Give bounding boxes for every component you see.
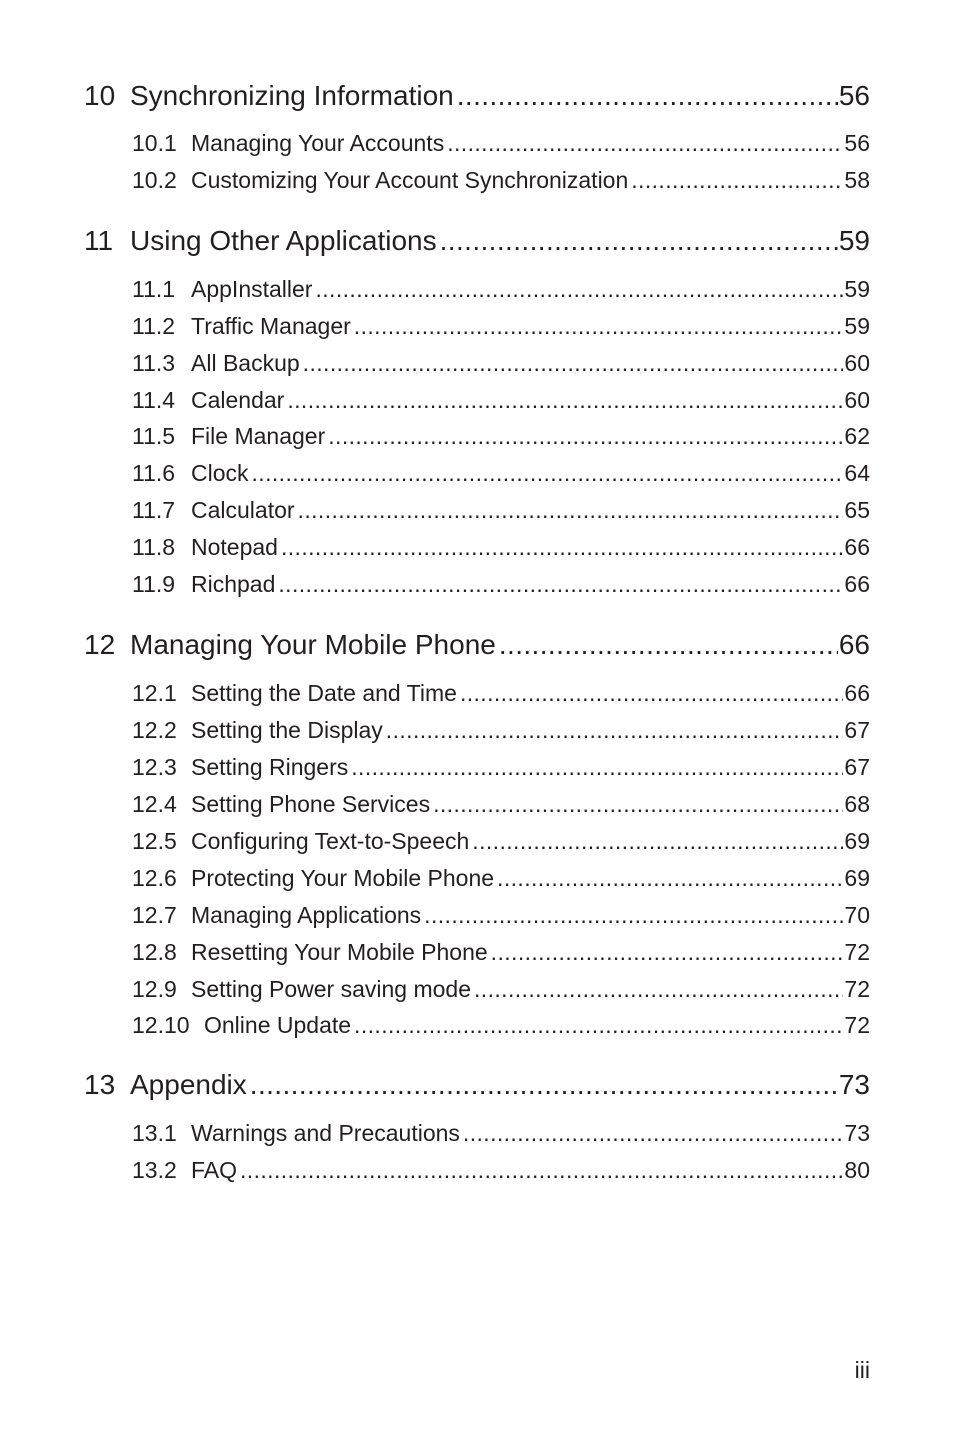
- toc-section-12-10[interactable]: [132, 1009, 870, 1041]
- dot-leader: [281, 531, 843, 563]
- toc-title: Managing Your Accounts: [191, 130, 445, 156]
- toc-number: 11.9: [132, 571, 176, 597]
- toc-page-number: 67: [844, 754, 870, 780]
- toc-title: Managing Your Mobile Phone: [130, 629, 496, 660]
- dot-leader: [499, 625, 838, 665]
- toc-page-number: 66: [844, 534, 870, 560]
- toc-section-11-8[interactable]: [132, 531, 870, 563]
- toc-page-number: 59: [844, 313, 870, 339]
- dot-leader: [433, 788, 843, 820]
- toc-page-number: 69: [844, 865, 870, 891]
- toc-page-number: 66: [838, 629, 870, 660]
- toc-title: Setting Power saving mode: [191, 976, 471, 1002]
- toc-number: 12.4: [132, 791, 177, 817]
- toc-number: 11.1: [132, 276, 176, 302]
- toc-title: All Backup: [191, 350, 300, 376]
- toc-page-number: 62: [844, 423, 870, 449]
- toc-section-12-6[interactable]: [132, 862, 870, 894]
- toc-page-number: 69: [844, 828, 870, 854]
- toc-section-11-5[interactable]: [132, 420, 870, 452]
- toc-title: Setting Ringers: [191, 754, 349, 780]
- toc-number: 11.4: [132, 387, 176, 413]
- toc-page-number: 66: [844, 571, 870, 597]
- toc-section-12-7[interactable]: [132, 899, 870, 931]
- toc-title: Setting the Date and Time: [191, 680, 457, 706]
- dot-leader: [252, 457, 844, 489]
- toc-number: 10: [84, 80, 116, 111]
- dot-leader: [386, 714, 844, 746]
- toc-section-11-4[interactable]: [132, 384, 870, 416]
- toc-title: Calculator: [191, 497, 295, 523]
- dot-leader: [460, 677, 843, 709]
- toc-title: Resetting Your Mobile Phone: [191, 939, 488, 965]
- toc-section-11-1[interactable]: [132, 273, 870, 305]
- dot-leader: [354, 310, 844, 342]
- dot-leader: [491, 936, 844, 968]
- toc-section-11-2[interactable]: [132, 310, 870, 342]
- toc-page-number: 59: [838, 225, 870, 256]
- toc-section-11-6[interactable]: [132, 457, 870, 489]
- toc-section-12-9[interactable]: [132, 973, 870, 1005]
- toc-number: 12.8: [132, 939, 177, 965]
- toc-page-number: 56: [844, 130, 870, 156]
- dot-leader: [472, 825, 843, 857]
- toc-section-12-3[interactable]: [132, 751, 870, 783]
- toc-number: 11.5: [132, 423, 176, 449]
- toc-title: FAQ: [191, 1157, 238, 1183]
- toc-chapter-11[interactable]: [84, 221, 870, 261]
- toc-section-11-7[interactable]: [132, 494, 870, 526]
- toc-number: 12.1: [132, 680, 177, 706]
- toc-title: Using Other Applications: [130, 225, 437, 256]
- dot-leader: [424, 899, 843, 931]
- toc-number: 12.7: [132, 902, 177, 928]
- dot-leader: [328, 420, 843, 452]
- toc-title: Appendix: [130, 1069, 247, 1100]
- dot-leader: [315, 273, 843, 305]
- toc-number: 12: [84, 629, 116, 660]
- toc-number: 13.1: [132, 1120, 177, 1146]
- toc-number: 11.2: [132, 313, 176, 339]
- toc-title: Clock: [191, 460, 249, 486]
- dot-leader: [440, 221, 838, 261]
- toc-section-12-4[interactable]: [132, 788, 870, 820]
- toc-page-number: 60: [844, 387, 870, 413]
- toc-page-number: 66: [844, 680, 870, 706]
- toc-title: Synchronizing Information: [130, 80, 454, 111]
- toc-number: 12.10: [132, 1012, 190, 1038]
- toc-section-12-1[interactable]: [132, 677, 870, 709]
- toc-section-10-1[interactable]: [132, 127, 870, 159]
- toc-number: 11.6: [132, 460, 176, 486]
- toc-title: Notepad: [191, 534, 278, 560]
- toc-section-12-5[interactable]: [132, 825, 870, 857]
- toc-title: Setting the Display: [191, 717, 383, 743]
- toc-number: 12.5: [132, 828, 177, 854]
- dot-leader: [351, 751, 843, 783]
- toc-chapter-12[interactable]: [84, 625, 870, 665]
- toc-title: Warnings and Precautions: [191, 1120, 460, 1146]
- toc-section-13-2[interactable]: [132, 1154, 870, 1186]
- toc-title: Richpad: [191, 571, 276, 597]
- toc-number: 11: [84, 225, 114, 256]
- toc-page-number: 72: [844, 976, 870, 1002]
- toc-number: 11.3: [132, 350, 176, 376]
- toc-chapter-10[interactable]: [84, 76, 870, 116]
- toc-title: Calendar: [191, 387, 285, 413]
- toc-number: 11.8: [132, 534, 176, 560]
- toc-title: Traffic Manager: [191, 313, 351, 339]
- dot-leader: [240, 1154, 843, 1186]
- toc-page-number: 60: [844, 350, 870, 376]
- dot-leader: [463, 1117, 844, 1149]
- toc-page-number: 70: [844, 902, 870, 928]
- toc-section-11-9[interactable]: [132, 568, 870, 600]
- toc-number: 13: [84, 1069, 116, 1100]
- dot-leader: [278, 568, 843, 600]
- toc-number: 10.1: [132, 130, 177, 156]
- toc-page-number: 68: [844, 791, 870, 817]
- toc-number: 13.2: [132, 1157, 177, 1183]
- dot-leader: [354, 1009, 843, 1041]
- toc-page-number: 73: [844, 1120, 870, 1146]
- toc-section-12-8[interactable]: [132, 936, 870, 968]
- toc-page-number: 56: [838, 80, 870, 111]
- toc-number: 11.7: [132, 497, 176, 523]
- dot-leader: [447, 127, 843, 159]
- toc-page-number: 58: [844, 167, 870, 193]
- toc-page-number: 64: [844, 460, 870, 486]
- page-folio: iii: [854, 1357, 870, 1383]
- dot-leader: [287, 384, 843, 416]
- dot-leader: [474, 973, 843, 1005]
- toc-section-13-1[interactable]: [132, 1117, 870, 1149]
- toc-title: File Manager: [191, 423, 326, 449]
- toc-number: 12.6: [132, 865, 177, 891]
- toc-page-number: 72: [844, 939, 870, 965]
- toc-title: Setting Phone Services: [191, 791, 431, 817]
- toc-page-number: 80: [844, 1157, 870, 1183]
- toc-title: Customizing Your Account Synchronization: [191, 167, 629, 193]
- dot-leader: [303, 347, 844, 379]
- dot-leader: [457, 76, 838, 116]
- toc-page-number: 73: [838, 1069, 870, 1100]
- toc-page-number: 67: [844, 717, 870, 743]
- toc-section-12-2[interactable]: [132, 714, 870, 746]
- dot-leader: [631, 164, 843, 196]
- toc-title: Managing Applications: [191, 902, 422, 928]
- dot-leader: [497, 862, 843, 894]
- toc-title: Configuring Text-to-Speech: [191, 828, 470, 854]
- toc-title: Protecting Your Mobile Phone: [191, 865, 495, 891]
- dot-leader: [298, 494, 844, 526]
- toc-title: Online Update: [204, 1012, 352, 1038]
- toc-page-number: 72: [844, 1012, 870, 1038]
- toc-number: 12.3: [132, 754, 177, 780]
- toc-section-10-2[interactable]: [132, 164, 870, 196]
- toc-page-number: 65: [844, 497, 870, 523]
- toc-title: AppInstaller: [191, 276, 313, 302]
- toc-section-11-3[interactable]: [132, 347, 870, 379]
- toc-number: 12.2: [132, 717, 177, 743]
- dot-leader: [250, 1065, 838, 1105]
- toc-chapter-13[interactable]: [84, 1065, 870, 1105]
- toc-number: 10.2: [132, 167, 177, 193]
- toc-page-number: 59: [844, 276, 870, 302]
- toc-number: 12.9: [132, 976, 177, 1002]
